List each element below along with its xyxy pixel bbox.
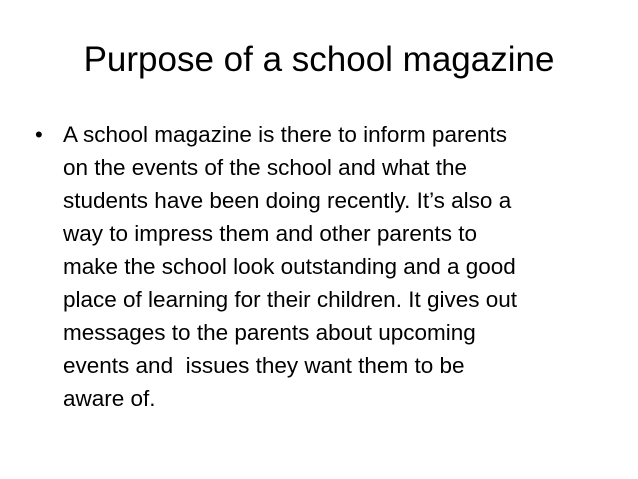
bullet-text-line: make the school look outstanding and a good	[63, 254, 516, 279]
bullet-text-line: way to impress them and other parents to	[63, 221, 477, 246]
bullet-text-line: events and issues they want them to be	[63, 353, 465, 378]
bullet-list	[35, 118, 605, 415]
bullet-item	[35, 118, 605, 415]
bullet-text-line: place of learning for their children. It gives out	[63, 287, 517, 312]
bullet-text-line: messages to the parents about upcoming	[63, 320, 476, 345]
bullet-text-line: A school magazine is there to inform parents	[63, 122, 507, 147]
bullet-icon: •	[35, 122, 43, 147]
slide-title: Purpose of a school magazine	[83, 40, 555, 79]
bullet-text-line: students have been doing recently. It’s also a	[63, 188, 512, 213]
bullet-text-line: on the events of the school and what the	[63, 155, 468, 180]
bullet-text-line: aware of.	[63, 386, 156, 411]
